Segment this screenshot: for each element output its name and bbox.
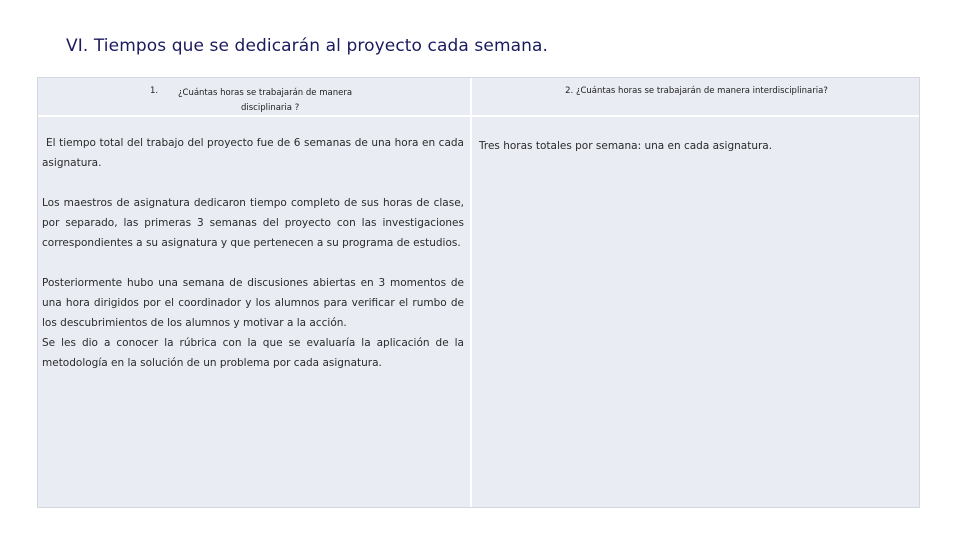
question-disciplinary-line2: disciplinaria ?	[241, 103, 300, 113]
answer-paragraph: Posteriormente hubo una semana de discusiones abiertas en 3 momentos de una hora dirigidos por el coordinador y los alumnos para verificar el rumbo de los descubrimientos de los alumnos y motivar a la acción.	[42, 277, 464, 329]
answer-disciplinary	[42, 133, 464, 393]
answer-paragraph: Los maestros de asignatura dedicaron tiempo completo de sus horas de clase, por separado, las primeras 3 semanas del proyecto con las investigaciones correspondientes a su asignatura y que pertenecen a su programa de estudios.	[42, 197, 464, 249]
answer-paragraph: El tiempo total del trabajo del proyecto fue de 6 semanas de una hora en cada asignatura.	[42, 137, 464, 169]
question-disciplinary	[178, 86, 428, 116]
answer-paragraph: Se les dio a conocer la rúbrica con la que se evaluaría la aplicación de la metodología en la solución de un problema por cada asignatura.	[42, 337, 464, 369]
question-number-1: 1.	[150, 86, 159, 96]
question-disciplinary-line1: ¿Cuántas horas se trabajarán de manera	[178, 88, 353, 98]
content-table	[37, 77, 920, 508]
answer-interdisciplinary: Tres horas totales por semana: una en cada asignatura.	[479, 140, 773, 152]
slide-title: VI. Tiempos que se dedicarán al proyecto cada semana.	[66, 36, 549, 56]
header-left-cell	[38, 84, 470, 116]
question-interdisciplinary: 2. ¿Cuántas horas se trabajarán de manera interdisciplinaria?	[565, 86, 828, 96]
column-divider	[470, 78, 472, 507]
